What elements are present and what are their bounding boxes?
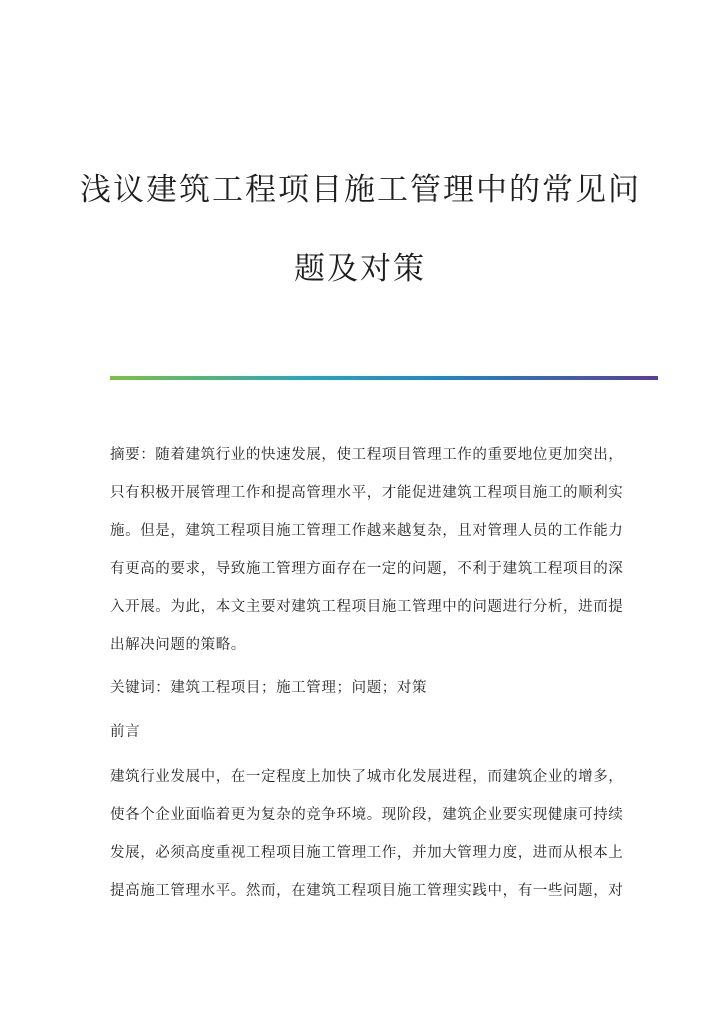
abstract-line: 入开展。为此，本文主要对建筑工程项目施工管理中的问题进行分析，进而提: [110, 599, 624, 615]
abstract-line: 有更高的要求，导致施工管理方面存在一定的问题，不利于建筑工程项目的深: [110, 561, 624, 577]
preface-line: 建筑行业发展中，在一定程度上加快了城市化发展进程，而建筑企业的增多，: [110, 769, 624, 785]
preface-line: 发展，必须高度重视工程项目施工管理工作，并加大管理力度，进而从根本上: [110, 845, 624, 861]
keywords: 关键词：建筑工程项目；施工管理；问题；对策: [110, 680, 428, 696]
abstract-line: 摘要：随着建筑行业的快速发展，使工程项目管理工作的重要地位更加突出，: [110, 447, 624, 463]
preface-heading: 前言: [110, 724, 141, 740]
abstract-line: 只有积极开展管理工作和提高管理水平，才能促进建筑工程项目施工的顺利实: [110, 485, 624, 501]
document-title-line-2: 题及对策: [294, 251, 426, 287]
preface-line: 提高施工管理水平。然而，在建筑工程项目施工管理实践中，有一些问题，对: [110, 883, 624, 899]
document-title-line-1: 浅议建筑工程项目施工管理中的常见问: [80, 172, 641, 208]
abstract-line: 出解决问题的策略。: [110, 637, 246, 653]
title-divider: [110, 376, 658, 380]
abstract-line: 施。但是，建筑工程项目施工管理工作越来越复杂，且对管理人员的工作能力: [110, 523, 624, 539]
preface-line: 使各个企业面临着更为复杂的竞争环境。现阶段，建筑企业要实现健康可持续: [110, 807, 624, 823]
